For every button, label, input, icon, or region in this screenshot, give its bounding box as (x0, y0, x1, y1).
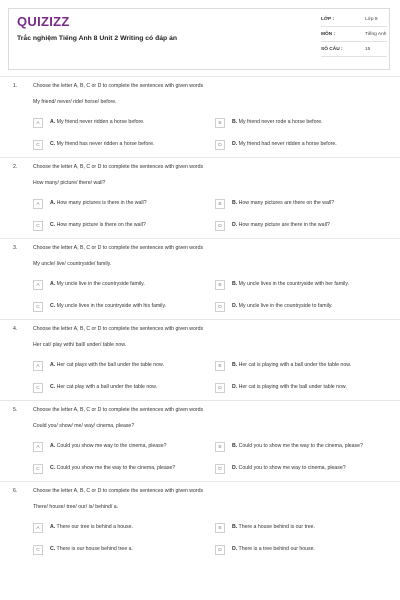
meta-label: MÔN : (321, 32, 336, 37)
option-key: C. (50, 546, 56, 552)
option-key: C. (50, 141, 56, 147)
question-block (0, 481, 400, 562)
option-text (50, 362, 210, 368)
option-text (232, 524, 392, 530)
answer-option-a[interactable] (33, 117, 213, 131)
option-text (232, 546, 392, 552)
meta-value: Tiếng Anh (365, 32, 387, 37)
option-text (232, 362, 392, 368)
answer-option-b[interactable] (215, 117, 395, 131)
option-sentence: There is our house behind tree a. (56, 546, 133, 552)
answer-option-b[interactable] (215, 198, 395, 212)
meta-row-subject (321, 32, 387, 47)
answer-option-b[interactable] (215, 441, 395, 455)
option-key: D. (232, 465, 238, 471)
option-key: C. (50, 384, 56, 390)
option-letter-box: A (33, 280, 43, 290)
option-letter-box: A (33, 199, 43, 209)
option-sentence: Could you to show me way to cinema, please? (238, 465, 346, 471)
question-number: 6. (13, 488, 18, 494)
option-sentence: My friend never ridden a horse before. (56, 119, 145, 125)
answer-option-c[interactable] (33, 463, 213, 477)
document-title: Trắc nghiệm Tiếng Anh 8 Unit 2 Writing có đáp án (17, 35, 177, 42)
answer-option-d[interactable] (215, 220, 395, 234)
question-number: 1. (13, 83, 18, 89)
question-instruction: Choose the letter A, B, C or D to complete the sentences with given words (33, 326, 204, 332)
question-instruction: Choose the letter A, B, C or D to complete the sentences with given words (33, 83, 204, 89)
meta-row-class (321, 17, 387, 32)
option-key: B. (232, 443, 238, 449)
option-text (232, 200, 392, 206)
option-text (232, 384, 392, 390)
answer-option-d[interactable] (215, 544, 395, 558)
option-letter-box: B (215, 361, 225, 371)
option-letter-box: C (33, 302, 43, 312)
question-list (0, 76, 400, 562)
option-sentence: My friend never rode a horse before. (238, 119, 323, 125)
option-text (232, 119, 392, 125)
option-key: A. (50, 524, 56, 530)
option-key: B. (232, 119, 238, 125)
option-key: B. (232, 281, 238, 287)
option-letter-box: B (215, 118, 225, 128)
answer-option-b[interactable] (215, 522, 395, 536)
answer-option-a[interactable] (33, 522, 213, 536)
document-meta (321, 17, 387, 62)
question-prompt: My uncle/ live/ countryside/ family. (33, 261, 112, 267)
answer-option-a[interactable] (33, 279, 213, 293)
answer-option-d[interactable] (215, 463, 395, 477)
option-letter-box: B (215, 523, 225, 533)
option-letter-box: D (215, 464, 225, 474)
option-letter-box: A (33, 118, 43, 128)
answer-option-a[interactable] (33, 198, 213, 212)
option-sentence: How many picture are there in the wall? (238, 222, 330, 228)
answer-option-c[interactable] (33, 220, 213, 234)
option-text (232, 303, 392, 309)
option-sentence: How many picture is there on the wall? (56, 222, 146, 228)
option-key: C. (50, 303, 56, 309)
option-key: D. (232, 141, 238, 147)
option-key: A. (50, 200, 56, 206)
option-letter-box: C (33, 545, 43, 555)
option-sentence: My uncle live in the countryside family. (56, 281, 145, 287)
option-sentence: My uncle lives in the countryside with his family. (56, 303, 167, 309)
question-instruction: Choose the letter A, B, C or D to complete the sentences with given words (33, 407, 204, 413)
option-key: C. (50, 465, 56, 471)
option-key: D. (232, 546, 238, 552)
meta-underline (321, 56, 387, 57)
question-block (0, 157, 400, 238)
answer-option-d[interactable] (215, 139, 395, 153)
question-number: 5. (13, 407, 18, 413)
option-sentence: My friend has never ridden a horse before. (56, 141, 155, 147)
answer-option-a[interactable] (33, 360, 213, 374)
option-letter-box: C (33, 383, 43, 393)
option-key: B. (232, 200, 238, 206)
question-block (0, 319, 400, 400)
answer-option-c[interactable] (33, 382, 213, 396)
option-text (232, 443, 392, 449)
option-text (50, 465, 210, 471)
question-block (0, 76, 400, 157)
option-text (50, 222, 210, 228)
option-text (50, 119, 210, 125)
meta-row-count (321, 47, 387, 62)
option-letter-box: A (33, 442, 43, 452)
option-sentence: Her cat is playing with a ball under the table now. (238, 362, 352, 368)
option-sentence: Could you show me way to the cinema, please? (56, 443, 167, 449)
option-letter-box: D (215, 545, 225, 555)
answer-option-c[interactable] (33, 544, 213, 558)
meta-value: Lớp 8 (365, 17, 378, 22)
option-key: D. (232, 303, 238, 309)
answer-option-c[interactable] (33, 301, 213, 315)
option-key: B. (232, 362, 238, 368)
question-prompt: Could you/ show/ me/ way/ cinema, please? (33, 423, 135, 429)
option-text (232, 465, 392, 471)
option-sentence: There is a tree behind our house. (238, 546, 315, 552)
option-sentence: Her cat is playing with the ball under table now. (238, 384, 347, 390)
quizizz-logo: QUIZIZZ (17, 14, 70, 29)
option-text (50, 384, 210, 390)
option-letter-box: D (215, 221, 225, 231)
option-sentence: Her cat play with a ball under the table now. (56, 384, 157, 390)
option-letter-box: C (33, 221, 43, 231)
question-instruction: Choose the letter A, B, C or D to complete the sentences with given words (33, 164, 204, 170)
option-text (50, 524, 210, 530)
option-text (50, 443, 210, 449)
option-letter-box: B (215, 280, 225, 290)
answer-option-d[interactable] (215, 382, 395, 396)
option-sentence: How many pictures is there in the wall? (56, 200, 147, 206)
option-sentence: There a house behind is our tree. (238, 524, 315, 530)
option-sentence: My friend had never ridden a horse before. (238, 141, 337, 147)
option-key: D. (232, 222, 238, 228)
option-key: B. (232, 524, 238, 530)
document-header (8, 8, 390, 70)
option-letter-box: A (33, 523, 43, 533)
meta-label: LỚP : (321, 17, 335, 22)
answer-option-d[interactable] (215, 301, 395, 315)
question-instruction: Choose the letter A, B, C or D to complete the sentences with given words (33, 488, 204, 494)
option-letter-box: D (215, 140, 225, 150)
answer-option-c[interactable] (33, 139, 213, 153)
meta-underline (321, 41, 387, 42)
answer-option-b[interactable] (215, 279, 395, 293)
option-letter-box: B (215, 442, 225, 452)
question-instruction: Choose the letter A, B, C or D to complete the sentences with given words (33, 245, 204, 251)
option-letter-box: D (215, 302, 225, 312)
option-key: C. (50, 222, 56, 228)
option-sentence: Could you show me the way to the cinema, please? (56, 465, 176, 471)
question-block (0, 400, 400, 481)
option-sentence: My uncle live in the countryside to family. (238, 303, 333, 309)
question-number: 3. (13, 245, 18, 251)
option-letter-box: B (215, 199, 225, 209)
option-sentence: Could you to show me the way to the cinema, please? (238, 443, 363, 449)
option-text (232, 141, 392, 147)
option-text (50, 303, 210, 309)
option-key: A. (50, 443, 56, 449)
meta-underline (321, 26, 387, 27)
question-number: 2. (13, 164, 18, 170)
option-text (50, 281, 210, 287)
option-text (232, 222, 392, 228)
question-prompt: How many/ picture/ there/ wall? (33, 180, 106, 186)
option-key: A. (50, 281, 56, 287)
option-sentence: My uncle lives in the countryside with her family. (238, 281, 349, 287)
question-prompt: Her cat/ play with/ ball/ under/ table now. (33, 342, 127, 348)
option-letter-box: C (33, 140, 43, 150)
option-text (50, 141, 210, 147)
answer-option-b[interactable] (215, 360, 395, 374)
option-key: A. (50, 362, 56, 368)
meta-value: 15 (365, 47, 371, 52)
question-block (0, 238, 400, 319)
meta-label: SỐ CÂU : (321, 47, 343, 52)
question-prompt: There/ house/ tree/ our/ is/ behind/ a. (33, 504, 119, 510)
option-letter-box: C (33, 464, 43, 474)
option-key: D. (232, 384, 238, 390)
option-sentence: There our tree is behind a house. (56, 524, 133, 530)
option-letter-box: A (33, 361, 43, 371)
question-prompt: My friend/ never/ ride/ horse/ before. (33, 99, 117, 105)
option-sentence: How many pictures are there on the wall? (238, 200, 335, 206)
option-text (50, 200, 210, 206)
option-key: A. (50, 119, 56, 125)
option-sentence: Her cat plays with the ball under the table now. (56, 362, 164, 368)
option-text (50, 546, 210, 552)
question-number: 4. (13, 326, 18, 332)
option-letter-box: D (215, 383, 225, 393)
answer-option-a[interactable] (33, 441, 213, 455)
option-text (232, 281, 392, 287)
